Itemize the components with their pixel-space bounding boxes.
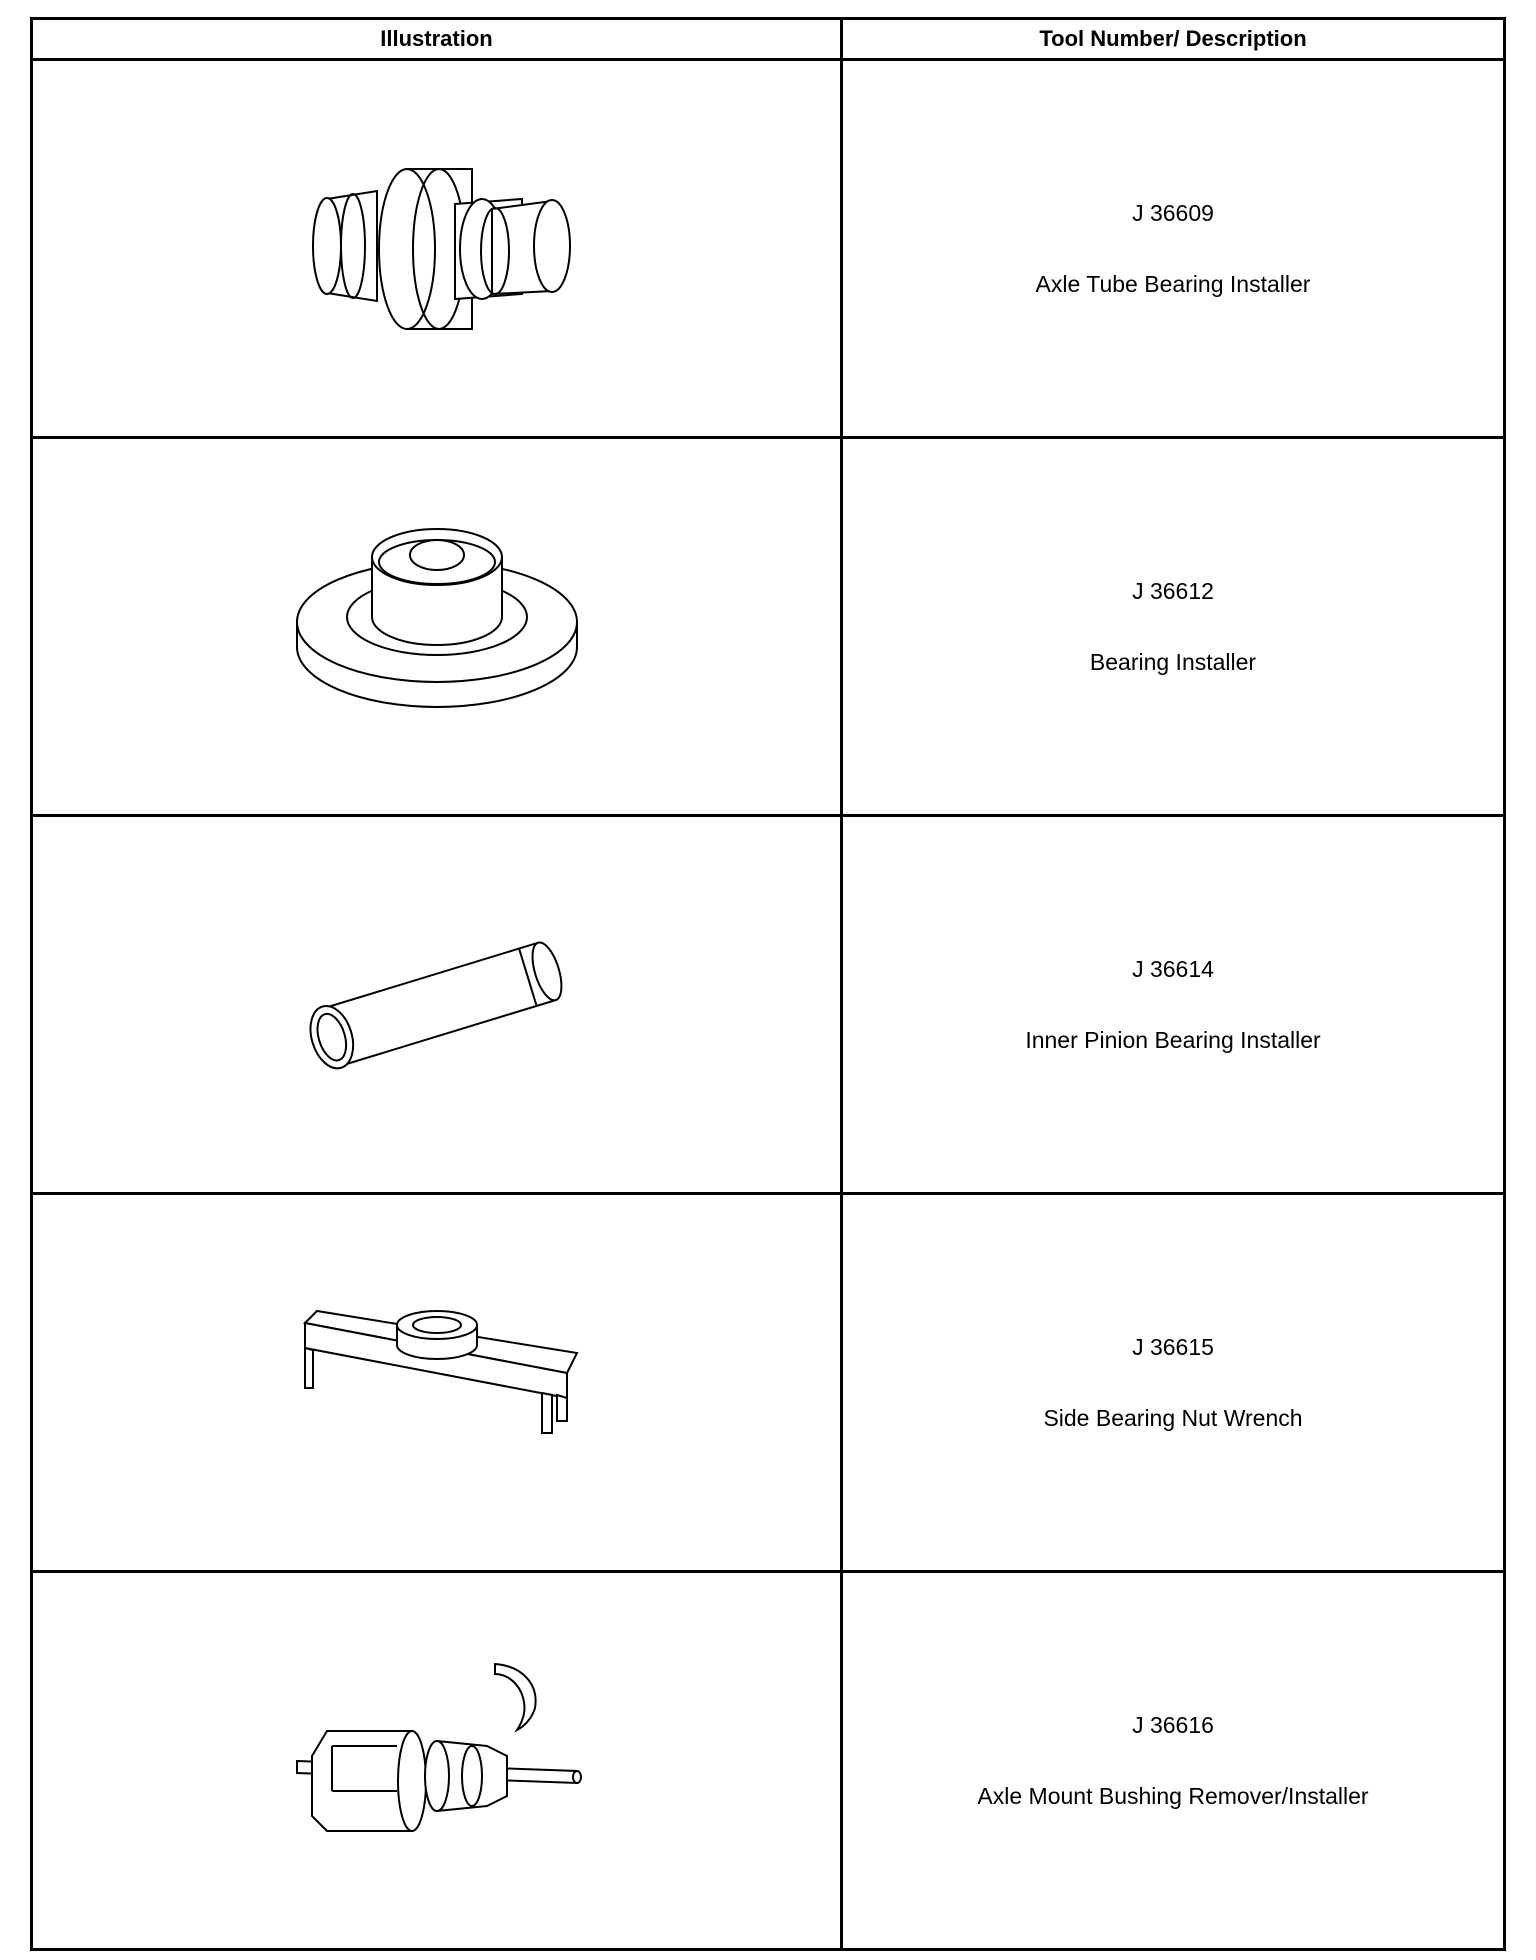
- tool-description: Axle Tube Bearing Installer: [1035, 270, 1311, 297]
- tool-number: J 36609: [1132, 199, 1214, 226]
- table-header-row: [32, 19, 1505, 60]
- illustration-cell: [32, 816, 842, 1194]
- tool-number: J 36615: [1132, 1333, 1214, 1360]
- tool-number: J 36612: [1132, 577, 1214, 604]
- tool-cell: [842, 816, 1505, 1194]
- side-bearing-nut-wrench-drawing: [287, 1303, 587, 1463]
- table-row: [32, 438, 1505, 816]
- bearing-installer-drawing: [287, 512, 587, 742]
- tool-cell: [842, 1572, 1505, 1950]
- tool-cell: [842, 60, 1505, 438]
- illustration-cell: [32, 60, 842, 438]
- table-row: [32, 1194, 1505, 1572]
- header-tool-number-description: Tool Number/ Description: [842, 19, 1505, 60]
- illustration-cell: [32, 1194, 842, 1572]
- axle-tube-bearing-installer-drawing: [287, 129, 587, 369]
- tool-cell: [842, 1194, 1505, 1572]
- tool-number: J 36614: [1132, 955, 1214, 982]
- table-row: [32, 816, 1505, 1194]
- tool-cell: [842, 438, 1505, 816]
- tool-number: J 36616: [1132, 1711, 1214, 1738]
- illustration-cell: [32, 1572, 842, 1950]
- table-row: [32, 1572, 1505, 1950]
- header-illustration: Illustration: [32, 19, 842, 60]
- special-tools-table: [30, 17, 1506, 1951]
- inner-pinion-bearing-installer-drawing: [287, 905, 587, 1105]
- illustration-cell: [32, 438, 842, 816]
- tool-description: Bearing Installer: [1089, 648, 1257, 675]
- table-row: [32, 60, 1505, 438]
- axle-mount-bushing-remover-installer-drawing: [277, 1646, 597, 1876]
- tool-description: Side Bearing Nut Wrench: [1043, 1404, 1303, 1431]
- tool-description: Inner Pinion Bearing Installer: [1025, 1026, 1321, 1053]
- tool-description: Axle Mount Bushing Remover/Installer: [977, 1782, 1369, 1809]
